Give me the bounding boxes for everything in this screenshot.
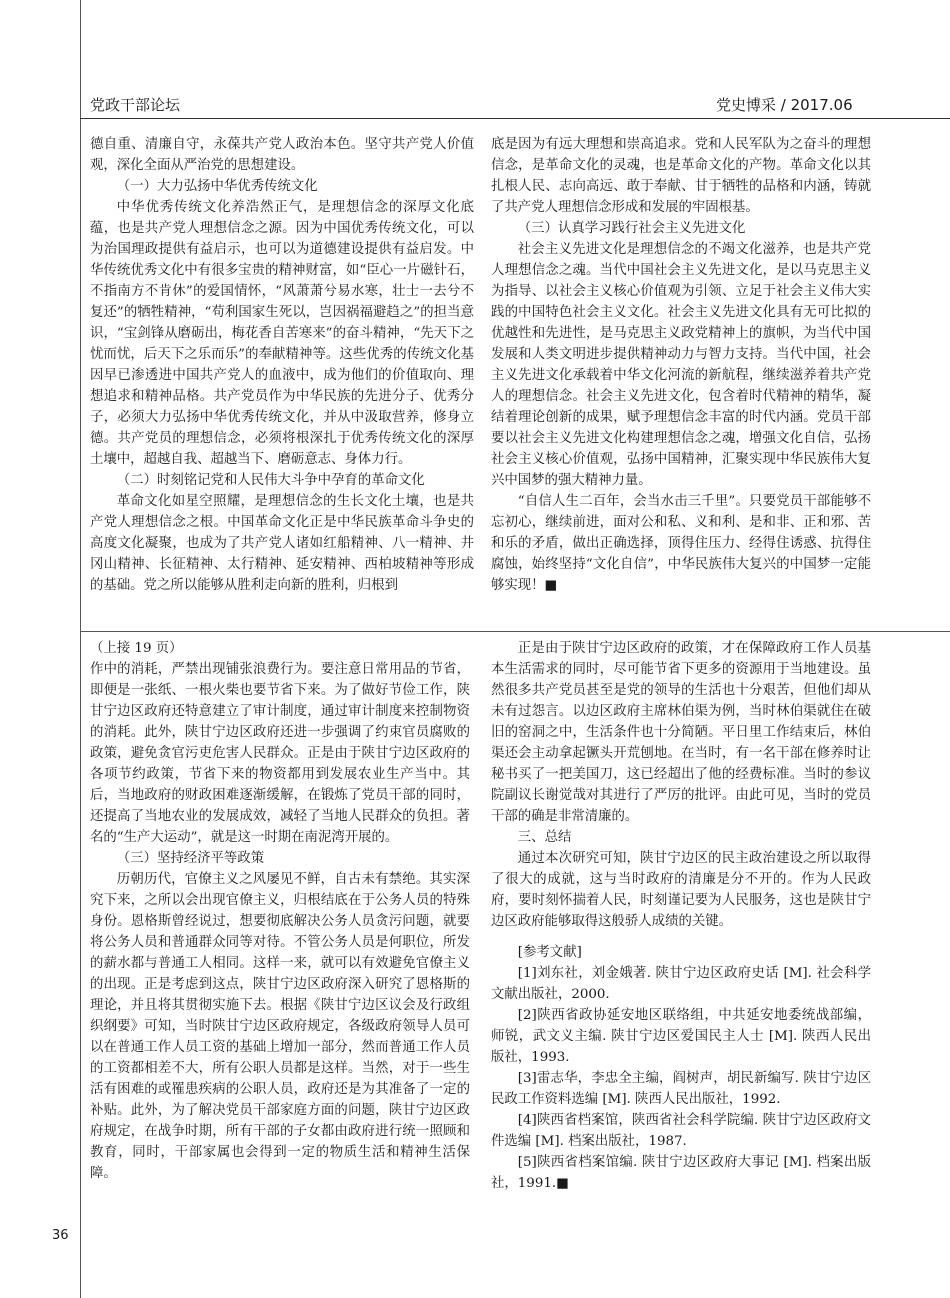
section-heading: [参考文献] [517, 945, 582, 960]
journal-title: 党政干部论坛 [90, 96, 181, 114]
paragraph: 革命文化如星空照耀，是理想信念的生长文化土壤，也是共产党人理想信念之根。中国革命文化正是中华民族革命斗争史的高度文化凝聚，也成为了共产党人诸如红船精神、八一精神、井冈山精神、长征精神、太行精神、延安精神、西柏坡精神等形成的基础。党之所以能够从胜利走向新的胜利，归根到 [90, 494, 474, 593]
header-divider [80, 118, 950, 119]
paragraph: “自信人生二百年，会当水击三千里”。只要党员干部能够不忘初心，继续前进，面对公和私、义和利、是和非、正和邪、苦和乐的矛盾，做出正确选择，顶得住压力、经得住诱惑、抗得住腐蚀，始终坚持“文化自信”，中华民族伟大复兴的中国梦一定能够实现！■ [491, 494, 871, 593]
paragraph-continuation: 作中的消耗，严禁出现铺张浪费行为。要注意日常用品的节省，即便是一张纸、一根火柴也要节省下来。为了做好节俭工作，陕甘宁边区政府还特意建立了审计制度，通过审计制度来控制物资的消耗。此外，陕甘宁边区政府还进一步强调了约束官员腐败的政策，避免贪官污吏危害人民群众。正是由于陕甘宁边区政府的各项节约政策，节省下来的物资都用到发展农业生产当中。其后，当地政府的财政困难逐渐缓解，在锻炼了党员干部的同时，还提高了当地农业的发展成效，减轻了当地人民群众的负担。著名的“生产大运动”，就是这一时期在南泥湾开展的。 [90, 662, 470, 845]
paragraph: 社会主义先进文化是理想信念的不竭文化滋养，也是共产党人理想信念之魂。当代中国社会主义先进文化，是以马克思主义为指导、以社会主义核心价值观为引领、立足于社会主义伟大实践的中国特色社会主义文化。社会主义先进文化具有无可比拟的优越性和先进性，是马克思主义政党精神上的旗帜，为当代中国发展和人类文明进步提供精神动力与智力支持。当代中国，社会主义先进文化承载着中华文化河流的新航程，继续滋养着共产党人的理想信念。社会主义先进文化，包含着时代精神的精华，凝结着理论创新的成果，赋予理想信念丰富的时代内涵。党员干部要以社会主义先进文化构建理想信念之魂，增强文化自信，弘扬社会主义核心价值观，弘扬中国精神，汇聚实现中华民族伟大复兴中国梦的强大精神力量。 [491, 242, 871, 488]
reference-entry: [3]雷志华，李忠全主编，阎树声，胡民新编写. 陕甘宁边区民政工作资料选编 [M]. 陕西人民出版社，1992. [491, 1071, 871, 1107]
section-heading: （三）认真学习践行社会主义先进文化 [517, 221, 746, 236]
paragraph-continuation: 底是因为有远大理想和崇高追求。党和人民军队为之奋斗的理想信念，是革命文化的灵魂，也是革命文化的产物。革命文化以其扎根人民、志向高远、敢于奉献、甘于牺牲的品格和内涵，铸就了共产党人理想信念形成和发展的牢固根基。 [491, 137, 871, 215]
article-column-top-right [491, 134, 871, 629]
spacer [491, 932, 871, 942]
article-column-bottom-left [90, 638, 470, 1228]
page-number: 36 [52, 1228, 69, 1243]
article-divider [80, 631, 950, 632]
paragraph: 历朝历代，官僚主义之风屡见不鲜，自古未有禁绝。其实深究下来，之所以会出现官僚主义，归根结底在于公务人员的特殊身份。恩格斯曾经说过，想要彻底解决公务人员贪污问题，就要将公务人员和普通群众同等对待。不管公务人员是何职位，所发的薪水都与普通工人相同。这样一来，就可以有效避免官僚主义的出现。正是考虑到这点，陕甘宁边区政府深入研究了恩格斯的理论，并且将其贯彻实施下去。根据《陕甘宁边区议会及行政组织纲要》可知，当时陕甘宁边区政府规定，各级政府领导人员可以在普通工作人员工资的基础上增加一部分，然而普通工作人员的工资都相差不大，所有公职人员都是这样。当然，对于一些生活有困难的或罹患疾病的公职人员，政府还是为其准备了一定的补贴。此外，为了解决党员干部家庭方面的问题，陕甘宁边区政府规定，在战争时期，所有干部的子女都由政府进行统一照顾和教育，同时，干部家属也会得到一定的物质生活和精神生活保障。 [90, 872, 470, 1181]
article-column-top-left [90, 134, 474, 629]
reference-entry: [2]陕西省政协延安地区联络组，中共延安地委统战部编，师锐，武文义主编. 陕甘宁边区爱国民主人士 [M]. 陕西人民出版社，1993. [491, 1008, 871, 1065]
paragraph-continuation: 德自重、清廉自守，永葆共产党人政治本色。坚守共产党人价值观，深化全面从严治党的思想建设。 [90, 137, 474, 173]
article-column-bottom-right [491, 638, 871, 1228]
reference-entry: [5]陕西省档案馆编. 陕甘宁边区政府大事记 [M]. 档案出版社，1991.■ [491, 1155, 871, 1191]
reference-entry: [1]刘东社，刘金娥著. 陕甘宁边区政府史话 [M]. 社会科学文献出版社，2000. [491, 966, 871, 1002]
paragraph-continuation: （上接 19 页） [90, 641, 183, 656]
section-heading: （三）坚持经济平等政策 [116, 851, 265, 866]
paragraph: 通过本次研究可知，陕甘宁边区的民主政治建设之所以取得了很大的成就，这与当时政府的清廉是分不开的。作为人民政府，要时刻怀揣着人民，时刻谨记要为人民服务，这也是陕甘宁边区政府能够取得这般骄人成绩的关键。 [491, 851, 871, 929]
paragraph: 中华优秀传统文化养浩然正气，是理想信念的深厚文化底蕴，也是共产党人理想信念之源。因为中国优秀传统文化，可以为治国理政提供有益启示，也可以为道德建设提供有益启发。中华传统优秀文化中有很多宝贵的精神财富，如“臣心一片磁针石，不指南方不肯休”的爱国情怀，“风萧萧兮易水寒，壮士一去兮不复还”的牺牲精神，“苟利国家生死以，岂因祸福避趋之”的担当意识，“宝剑锋从磨砺出，梅花香自苦寒来”的奋斗精神，“先天下之忧而忧，后天下之乐而乐”的奉献精神等。这些优秀的传统文化基因早已渗透进中国共产党人的血液中，成为他们的价值取向、理想追求和精神品格。共产党员作为中华民族的先进分子、优秀分子，必须大力弘扬中华优秀传统文化，并从中汲取营养，修身立德。共产党员的理想信念，必须将根深扎于优秀传统文化的深厚土壤中，超越自我、超越当下、磨砺意志、身体力行。 [90, 200, 474, 467]
reference-entry: [4]陕西省档案馆，陕西省社会科学院编. 陕甘宁边区政府文件选编 [M]. 档案出版社，1987. [491, 1113, 871, 1149]
margin-line [80, 0, 81, 1298]
section-issue-label: 党史博采 / 2017.06 [716, 96, 853, 114]
section-heading: （一）大力弘扬中华优秀传统文化 [116, 179, 318, 194]
section-heading: （二）时刻铭记党和人民伟大斗争中孕育的革命文化 [116, 473, 425, 488]
paragraph: 正是由于陕甘宁边区政府的政策，才在保障政府工作人员基本生活需求的同时，尽可能节省下更多的资源用于当地建设。虽然很多共产党员甚至是党的领导的生活也十分艰苦，但他们却从未有过怨言。以边区政府主席林伯渠为例，当时林伯渠就住在破旧的窑洞之中，生活条件也十分简陋。平日里工作结束后，林伯渠还会主动拿起镢头开荒刨地。在当时，有一名干部在修养时让秘书买了一把美国刀，这已经超出了他的经费标准。当时的参议院副议长谢觉哉对其进行了严厉的批评。由此可见，当时的党员干部的确是非常清廉的。 [491, 641, 871, 824]
section-heading: 三、总结 [517, 830, 572, 845]
